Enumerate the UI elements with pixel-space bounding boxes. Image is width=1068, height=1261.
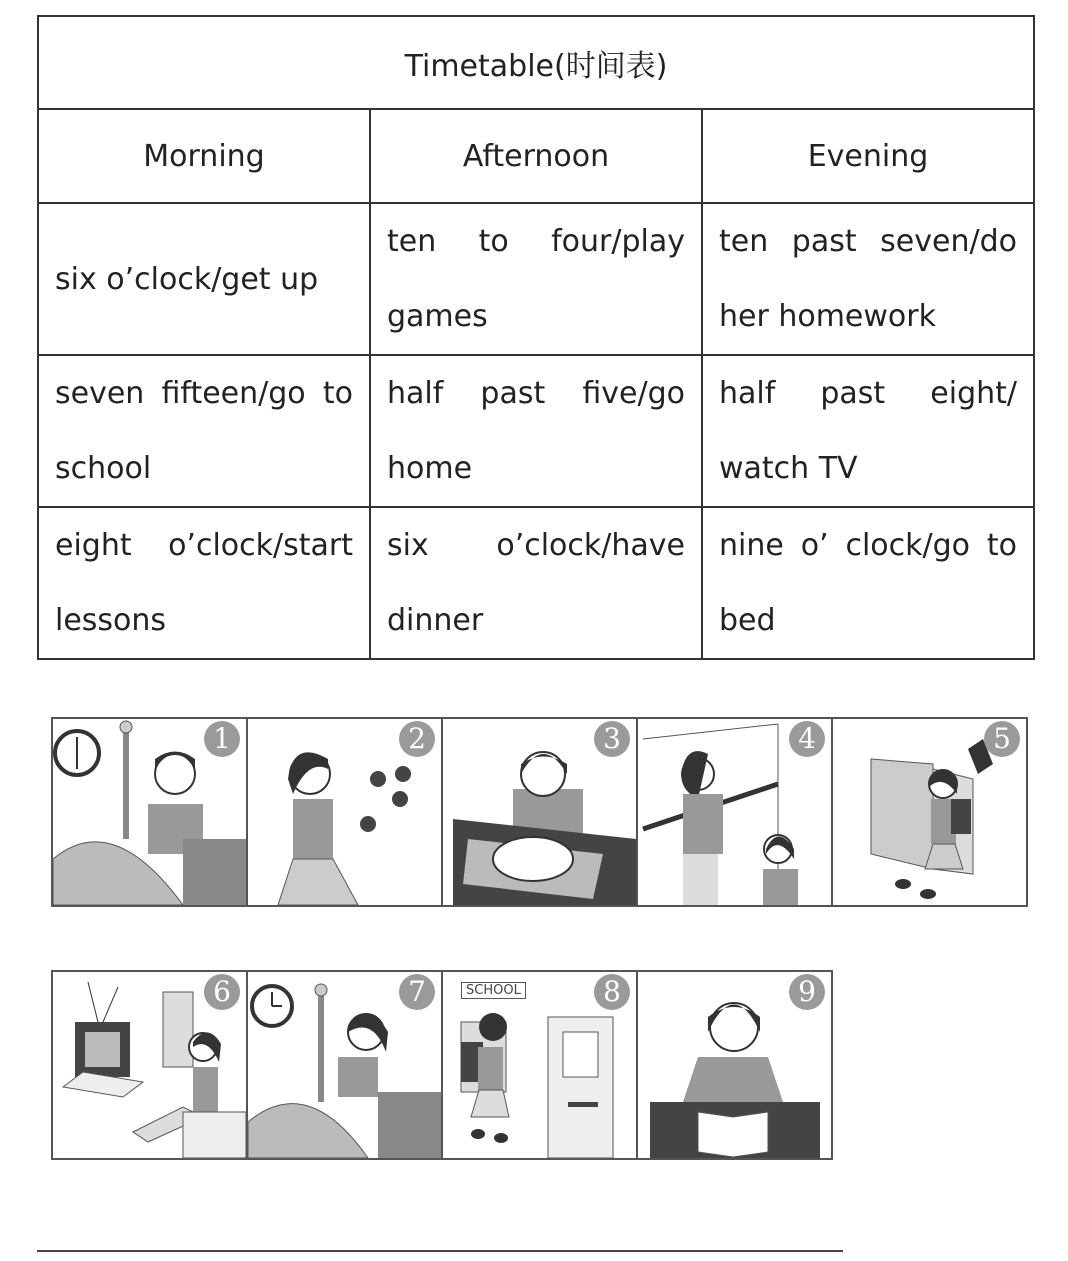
picture-number: 9 <box>789 974 825 1010</box>
table-cell: half past five/go home <box>370 355 702 507</box>
table-cell: eight o’clock/start lessons <box>38 507 370 659</box>
table-cell: six o’clock/get up <box>38 203 370 355</box>
table-cell: ten to four/play games <box>370 203 702 355</box>
picture-start-lessons <box>638 719 833 905</box>
picture-go-to-bed <box>248 972 443 1158</box>
table-cell: nine o’ clock/go to bed <box>702 507 1034 659</box>
picture-number: 5 <box>984 721 1020 757</box>
picture-number: 7 <box>399 974 435 1010</box>
table-cell: seven fifteen/go to school <box>38 355 370 507</box>
table-row <box>38 355 1034 507</box>
picture-number: 8 <box>594 974 630 1010</box>
picture-number: 4 <box>789 721 825 757</box>
picture-do-homework <box>638 972 831 1158</box>
header-evening: Evening <box>702 109 1034 203</box>
picture-number: 6 <box>204 974 240 1010</box>
picture-go-home <box>443 972 638 1158</box>
picture-watch-tv <box>53 972 248 1158</box>
picture-have-dinner <box>443 719 638 905</box>
picture-number: 3 <box>594 721 630 757</box>
answer-line <box>37 1250 843 1252</box>
timetable <box>37 15 1035 660</box>
picture-number: 1 <box>204 721 240 757</box>
picture-number: 2 <box>399 721 435 757</box>
table-row <box>38 203 1034 355</box>
picture-go-to-school <box>833 719 1026 905</box>
picture-row-2 <box>51 970 833 1160</box>
timetable-title: Timetable(时间表) <box>38 16 1034 109</box>
school-sign: SCHOOL <box>461 982 526 999</box>
picture-get-up <box>53 719 248 905</box>
header-morning: Morning <box>38 109 370 203</box>
table-cell: half past eight/ watch TV <box>702 355 1034 507</box>
header-afternoon: Afternoon <box>370 109 702 203</box>
picture-play-games <box>248 719 443 905</box>
picture-row-1 <box>51 717 1028 907</box>
table-cell: ten past seven/do her homework <box>702 203 1034 355</box>
table-row <box>38 507 1034 659</box>
table-cell: six o’clock/have dinner <box>370 507 702 659</box>
